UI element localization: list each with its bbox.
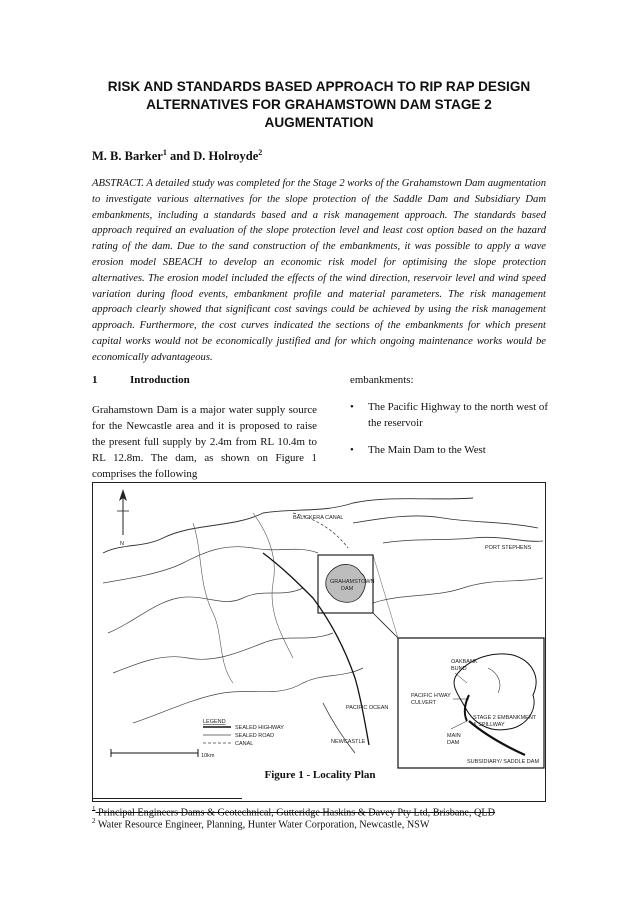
section-heading	[92, 374, 190, 386]
legend-canal: CANAL	[235, 741, 254, 747]
label-spillway: & SPILLWAY	[473, 722, 505, 728]
footnote-2-marker: 2	[92, 817, 96, 825]
author-conj: and	[166, 149, 194, 164]
list-item	[350, 400, 550, 431]
label-port-stephens: PORT STEPHENS	[485, 545, 532, 551]
map-legend	[203, 727, 231, 743]
author-1: M. B. Barker	[92, 149, 163, 164]
label-north: N	[120, 541, 124, 547]
section-title: Introduction	[130, 374, 190, 386]
legend-sealed-road: SEALED ROAD	[235, 733, 275, 739]
list-item-text: The Pacific Highway to the north west of the reservoir	[368, 401, 548, 429]
label-balickera: BALICKERA CANAL	[293, 515, 344, 521]
footnote-2	[92, 815, 429, 831]
label-dam: DAM	[341, 586, 354, 592]
locality-plan-figure	[92, 482, 546, 802]
section-number: 1	[92, 374, 98, 386]
label-grahamstown: GRAHAMSTOWN	[330, 579, 375, 585]
label-subsidiary: SUBSIDIARY/ SADDLE DAM	[467, 759, 540, 765]
footnote-1-marker: 1	[92, 805, 96, 813]
label-stage2: STAGE 2 EMBANKMENT	[473, 715, 537, 721]
author-2: D. Holroyde	[193, 149, 259, 164]
author-1-affil: 1	[162, 148, 167, 157]
bullet-marker: •	[350, 401, 354, 413]
intro-continuation: embankments:	[350, 374, 414, 386]
author-line	[92, 148, 262, 164]
figure-caption: Figure 1 - Locality Plan	[264, 769, 376, 781]
list-item	[350, 443, 550, 459]
locality-map	[93, 483, 547, 803]
abstract: ABSTRACT. A detailed study was completed for the Stage 2 works of the Grahamstown Dam augmentation to investigate various alternatives for the slope protection of the Saddle Dam and Subsidiary Dam embankments, including a standards based and a risk management approach. The standards based approach required an evaluation of the slope protection level and least cost option based on the hazard rating of the dam. Due to the sand construction of the embankments, it was possible to apply a wave erosion model SBEACH to develop an economic risk model for optimising the slope protection alternatives. The erosion model included the effects of the wind direction, reservoir level and wind speed variation during flood events, embankment profile and material parameters. The risk management approach clearly showed that significant cost savings could be achieved by using the risk management approach. Furthermore, the cost curves indicated the sections of the embankments for which present capital works would not be economically justified and for which ongoing maintenance works would be economically advantageous.	[92, 178, 546, 363]
embankment-list	[350, 400, 550, 471]
intro-paragraph: Grahamstown Dam is a major water supply source for the Newcastle area and it is proposed to raise the present full supply by 2.4m from RL 10.4m to RL 12.8m. The dam, as shown on Figure 1 comprises the following	[92, 404, 317, 480]
footnote-2-text: Water Resource Engineer, Planning, Hunter Water Corporation, Newcastle, NSW	[97, 819, 430, 831]
label-culvert: CULVERT	[411, 700, 437, 706]
label-newcastle: NEWCASTLE	[331, 739, 366, 745]
north-arrow-icon	[117, 489, 129, 535]
label-pacific-hway: PACIFIC H'WAY	[411, 693, 451, 699]
footnote-1-text: Principal Engineers Dams & Geotechnical, Gutteridge Haskins & Davey Pty Ltd, Brisbane, QLD	[98, 807, 495, 819]
label-scale: 10km	[201, 753, 215, 759]
label-bund: BUND	[451, 666, 467, 672]
legend-sealed-highway: SEALED HIGHWAY	[235, 725, 284, 731]
label-main-dam: DAM	[447, 740, 460, 746]
label-oakbank: OAKBANK	[451, 659, 478, 665]
scale-bar	[111, 749, 198, 757]
list-item-text: The Main Dam to the West	[368, 444, 486, 456]
bullet-marker: •	[350, 444, 354, 456]
legend-title: LEGEND	[203, 719, 226, 725]
author-2-affil: 2	[258, 148, 263, 157]
paper-title: RISK AND STANDARDS BASED APPROACH TO RIP RAP DESIGN ALTERNATIVES FOR GRAHAMSTOWN DAM STAGE 2 AUGMENTATION	[107, 79, 531, 130]
footnote-divider	[92, 798, 242, 799]
label-main: MAIN	[447, 733, 461, 739]
label-pacific-ocean: PACIFIC OCEAN	[346, 705, 389, 711]
